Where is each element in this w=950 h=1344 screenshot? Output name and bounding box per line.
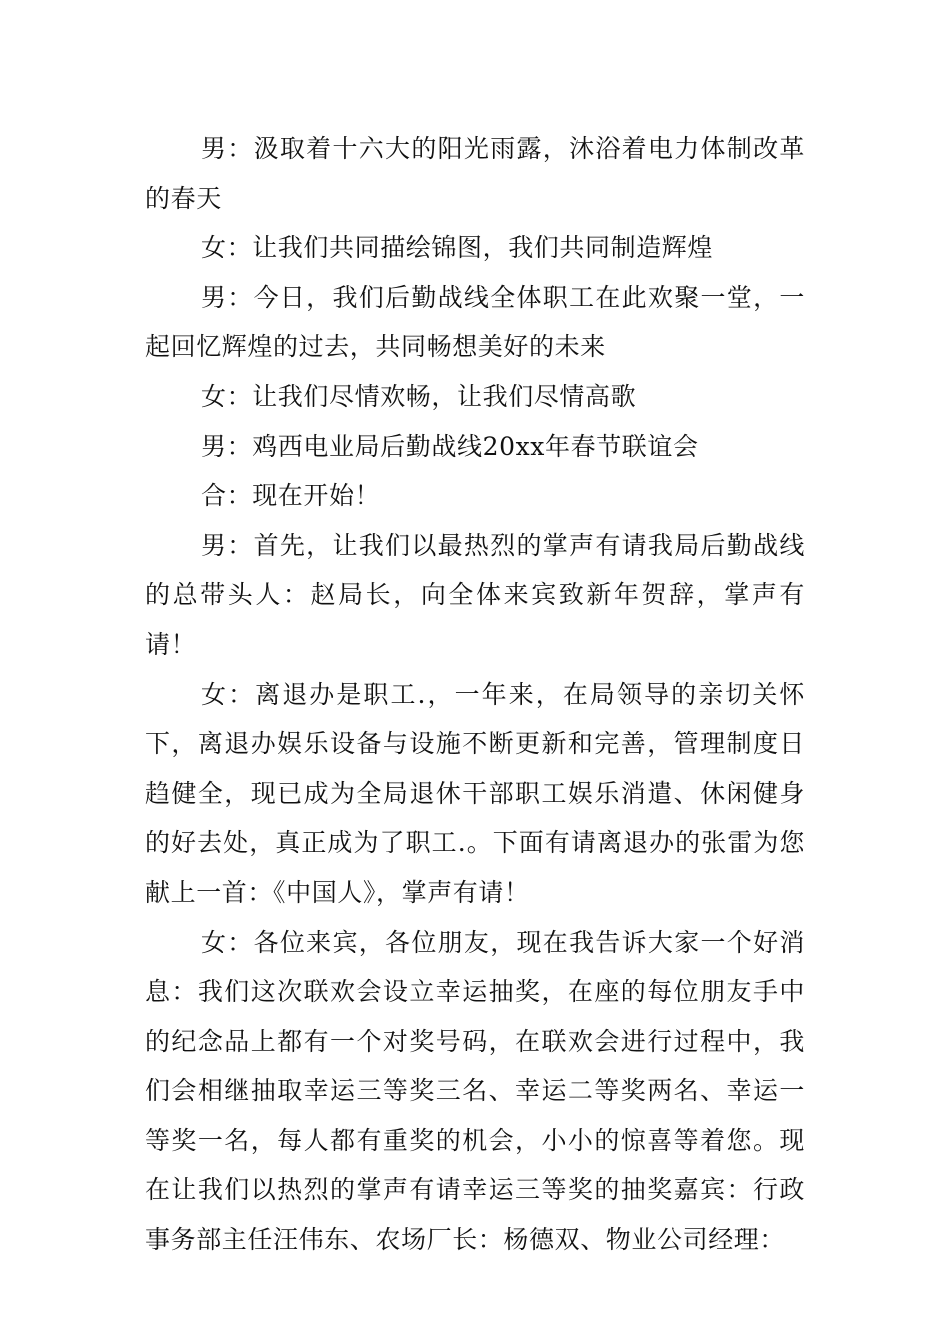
paragraph-6: 合：现在开始！: [201, 481, 381, 511]
paragraph-1: 男：汲取着十六大的阳光雨露，沐浴着电力体制改革的春天: [145, 134, 805, 213]
paragraph-5: 男：鸡西电业局后勤战线20xx年春节联谊会: [201, 431, 699, 461]
paragraph-4: 女：让我们尽情欢畅，让我们尽情高歌: [201, 381, 637, 411]
paragraph-8: 女：离退办是职工.，一年来，在局领导的亲切关怀下，离退办娱乐设备与设施不断更新和完善，管理制度日趋健全，现已成为全局退休干部职工娱乐消遣、休闲健身的好去处，真正成为了职工.。下面有请离退办的张雷为您献上一首：《中国人》，掌声有请！: [145, 679, 805, 907]
paragraph-9: 女：各位来宾，各位朋友，现在我告诉大家一个好消息：我们这次联欢会设立幸运抽奖，在座的每位朋友手中的纪念品上都有一个对奖号码，在联欢会进行过程中，我们会相继抽取幸运三等奖三名、幸运二等奖两名、幸运一等奖一名，每人都有重奖的机会，小小的惊喜等着您。现在让我们以热烈的掌声有请幸运三等奖的抽奖嘉宾：行政事务部主任汪伟东、农场厂长：杨德双、物业公司经理：: [145, 927, 805, 1255]
document-body: [145, 124, 805, 1265]
paragraph-3: 男：今日，我们后勤战线全体职工在此欢聚一堂，一起回忆辉煌的过去，共同畅想美好的未来: [145, 282, 805, 362]
paragraph-2: 女：让我们共同描绘锦图，我们共同制造辉煌: [201, 233, 714, 263]
paragraph-7: 男：首先，让我们以最热烈的掌声有请我局后勤战线的总带头人：赵局长，向全体来宾致新年贺辞，掌声有请！: [145, 530, 805, 659]
